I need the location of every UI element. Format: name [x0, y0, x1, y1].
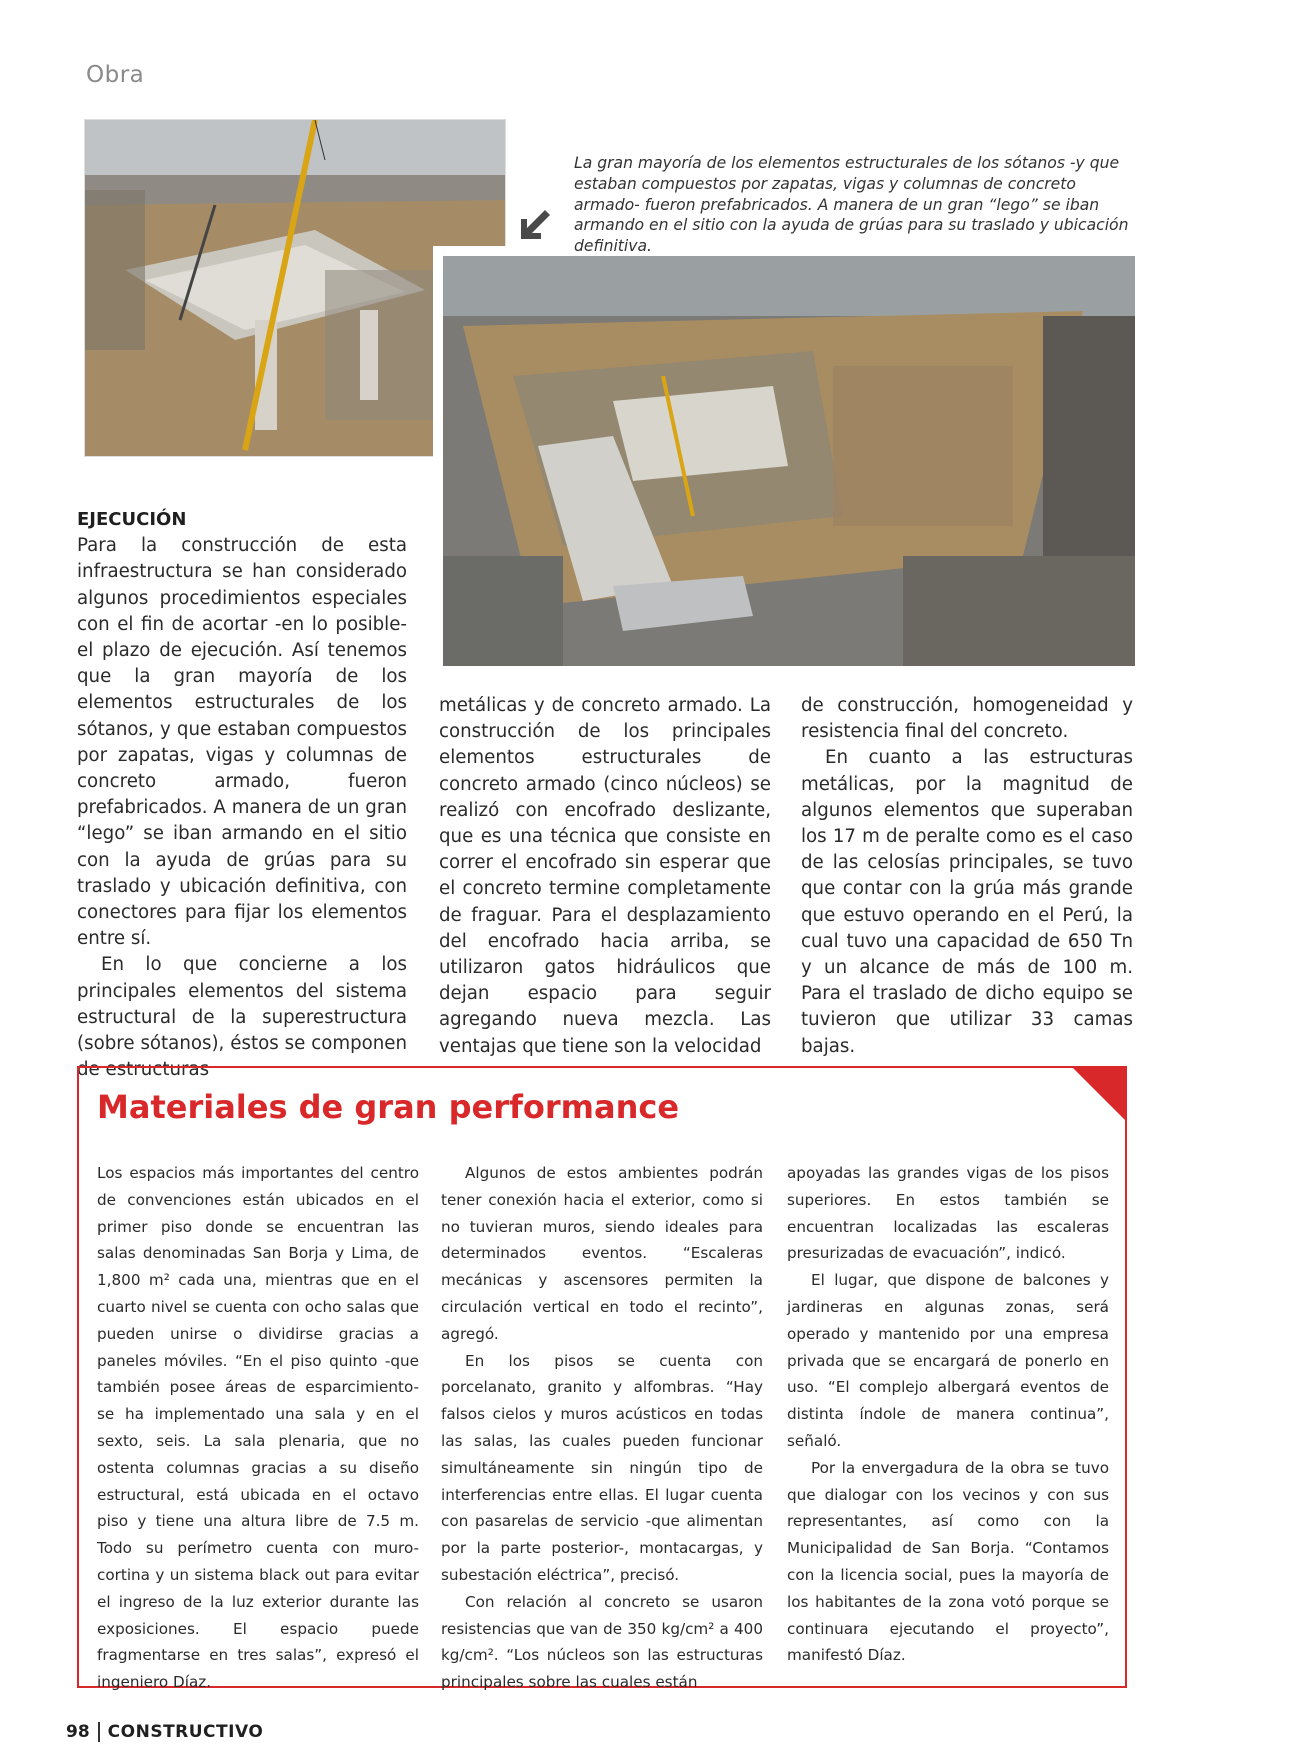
article-paragraph: metálicas y de concreto armado. La construcción de los principales elementos estructurales de concreto armado (cinco núcleos) se realizó con encofrado deslizante, que es una técnica que consiste en correr el encofrado sin esperar que el concreto termine completamente de fraguar. Para el desplazamiento del encofrado hacia arriba, se utilizaron gatos hidráulicos que dejan espacio para seguir agregando nueva mezcla. Las ventajas que tiene son la velocidad — [439, 695, 771, 1057]
photo-caption: La gran mayoría de los elementos estructurales de los sótanos -y que estaban compuestos por zapatas, vigas y columnas de concreto armado- fueron prefabricados. A manera de un gran “lego” se iban armando en el sitio con la ayuda de grúas para su traslado y ubicación definitiva. — [574, 154, 1129, 256]
section-label: Obra — [86, 62, 145, 88]
footer-divider — [98, 1722, 100, 1742]
sidebar-paragraph: Los espacios más importantes del centro de convenciones están ubicados en el primer piso donde se encuentran las salas denominadas San Borja y Lima, de 1,800 m² cada una, mientras que en el cuarto nivel se cuenta con ocho salas que pueden unirse o dividirse gracias a paneles móviles. “En el piso quinto -que también posee áreas de esparcimiento- se ha implementado una sala y en el sexto, seis. La sala plenaria, que no ostenta columnas gracias a su diseño estructural, está ubicada en el octavo piso y tiene una altura libre de 7.5 m. Todo su perímetro cuenta con muro-cortina y un sistema black out para evitar el ingreso de la luz exterior durante las exposiciones. El espacio puede fragmentarse en tres salas”, expresó el ingeniero Díaz. — [97, 1164, 419, 1692]
sidebar-paragraph: El lugar, que dispone de balcones y jardineras en algunas zonas, será operado y mantenido por una empresa privada que se encargará de ponerlo en uso. “El complejo albergará eventos de distinta índole de manera continua”, señaló. — [787, 1271, 1109, 1450]
construction-photo-aerial — [438, 251, 1140, 671]
sidebar-paragraph: Por la envergadura de la obra se tuvo que dialogar con los vecinos y con sus representantes, así como con la Municipalidad de San Borja. “Contamos con la licencia social, pues la mayoría de los habitantes de la zona votó porque se continuara ejecutando el proyecto”, manifestó Díaz. — [787, 1458, 1109, 1665]
corner-triangle-decoration — [1071, 1066, 1127, 1122]
sidebar-paragraph: Algunos de estos ambientes podrán tener conexión hacia el exterior, como si no tuvieran muros, siendo ideales para determinados eventos. “Escaleras mecánicas y ascensores permiten la circulación vertical en todo el recinto”, agregó. — [441, 1164, 763, 1343]
article-paragraph: En cuanto a las estructuras metálicas, por la magnitud de algunos elementos que superaban los 17 m de peralte como es el caso de las celosías principales, se tuvo que contar con la grúa más grande que estuvo operando en el Perú, la cual tuvo una capacidad de 650 Tn y un alcance de más de 100 m. Para el traslado de dicho equipo se tuvieron que utilizar 33 camas bajas. — [801, 747, 1133, 1057]
article-paragraph: Para la construcción de esta infraestructura se han considerado algunos procedimientos especiales con el fin de acortar -en lo posible- el plazo de ejecución. Así tenemos que la gran mayoría de los elementos estructurales de los sótanos, y que estaban compuestos por zapatas, vigas y columnas de concreto armado, fueron prefabricados. A manera de un gran “lego” se iban armando en el sitio con la ayuda de grúas para su traslado y ubicación definitiva, con conectores para fijar los elementos entre sí. — [77, 535, 407, 950]
section-heading: EJECUCIÓN — [77, 509, 187, 530]
sidebar-title: Materiales de gran performance — [97, 1088, 680, 1126]
article-column-3 — [801, 693, 1133, 1060]
article-column-2 — [439, 693, 771, 1060]
sidebar-column-1 — [97, 1160, 419, 1696]
page-number: 98 — [66, 1722, 90, 1742]
sidebar-paragraph: apoyadas las grandes vigas de los pisos superiores. En estos también se encuentran localizadas las escaleras presurizadas de evacuación”, indicó. — [787, 1164, 1109, 1263]
aerial-photo-illustration — [443, 256, 1135, 666]
sidebar-paragraph: En los pisos se cuenta con porcelanato, granito y alfombras. “Hay falsos cielos y muros acústicos en todas las salas, las cuales pueden funcionar simultáneamente sin ningún tipo de interferencias entre ellas. El lugar cuenta con pasarelas de servicio -que alimentan por la parte posterior-, montacargas, y subestación eléctrica”, precisó. — [441, 1351, 763, 1584]
sidebar-paragraph: Con relación al concreto se usaron resistencias que van de 350 kg/cm² a 400 kg/cm². “Los núcleos son las estructuras principales sobre las cuales están — [441, 1592, 763, 1692]
sidebar-box — [77, 1066, 1127, 1692]
sidebar-column-2 — [441, 1160, 763, 1696]
article-column-1 — [77, 507, 407, 1083]
sidebar-column-3 — [787, 1160, 1109, 1669]
page-footer — [66, 1722, 263, 1742]
article-paragraph: En lo que concierne a los principales elementos del sistema estructural de la superestructura (sobre sótanos), éstos se componen de estructuras — [77, 954, 407, 1081]
arrow-down-left-icon — [515, 205, 555, 245]
magazine-name: CONSTRUCTIVO — [107, 1722, 264, 1742]
article-paragraph: de construcción, homogeneidad y resistencia final del concreto. — [801, 695, 1133, 743]
